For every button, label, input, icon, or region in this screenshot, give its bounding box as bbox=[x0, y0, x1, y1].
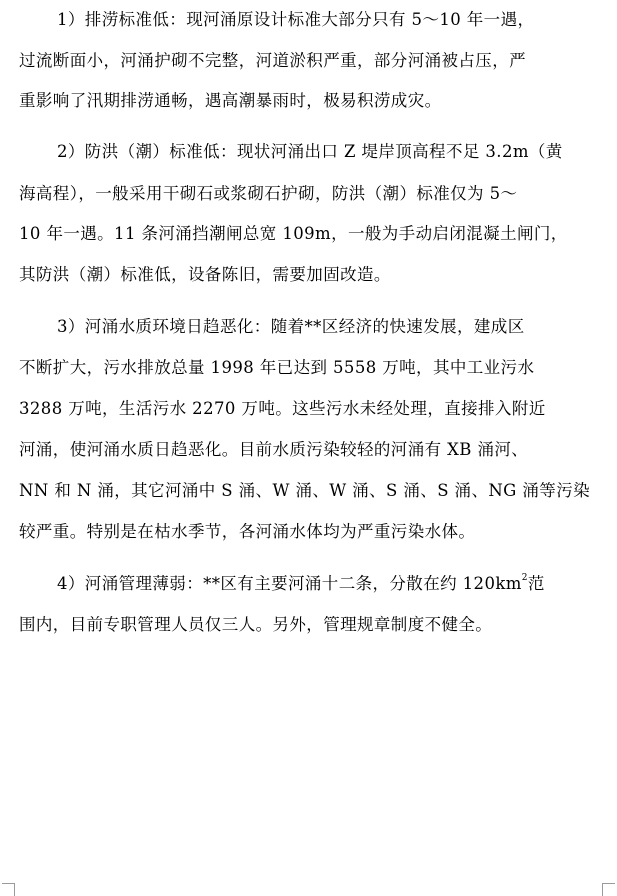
paragraph-line bbox=[57, 574, 545, 594]
paragraph-line: 10 年一遇。11 条河涌挡潮闸总宽 109m，一般为手动启闭混凝土闸门， bbox=[19, 224, 568, 243]
paragraph-line: 2）防洪（潮）标准低：现状河涌出口 Z 堤岸顶高程不足 3.2m（黄 bbox=[57, 142, 563, 161]
page-corner-mark-left bbox=[2, 883, 15, 896]
paragraph-line: 重影响了汛期排涝通畅，遇高潮暴雨时，极易积涝成灾。 bbox=[19, 91, 442, 110]
paragraph-line: 其防洪（潮）标准低，设备陈旧，需要加固改造。 bbox=[19, 265, 391, 284]
paragraph-line: 围内，目前专职管理人员仅三人。另外，管理规章制度不健全。 bbox=[19, 615, 493, 634]
paragraph-line: 1）排涝标准低：现河涌原设计标准大部分只有 5～10 年一遇， bbox=[57, 10, 535, 29]
line-text-before-superscript: 4）河涌管理薄弱：**区有主要河涌十二条，分散在约 120km bbox=[57, 574, 522, 593]
superscript-exponent: 2 bbox=[521, 573, 528, 583]
paragraph-line: NN 和 N 涌，其它河涌中 S 涌、W 涌、W 涌、S 涌、S 涌、NG 涌等污染 bbox=[19, 481, 591, 500]
paragraph-line: 河涌，使河涌水质日趋恶化。目前水质污染较轻的河涌有 XB 涌河、 bbox=[19, 440, 529, 459]
page-corner-mark-right bbox=[602, 883, 615, 896]
paragraph-line: 3288 万吨，生活污水 2270 万吨。这些污水未经处理，直接排入附近 bbox=[19, 399, 546, 418]
paragraph-line: 3）河涌水质环境日趋恶化：随着**区经济的快速发展，建成区 bbox=[57, 317, 525, 336]
line-text-after-superscript: 范 bbox=[527, 574, 545, 593]
paragraph-line: 较严重。特别是在枯水季节，各河涌水体均为严重污染水体。 bbox=[19, 522, 476, 541]
paragraph-line: 不断扩大，污水排放总量 1998 年已达到 5558 万吨，其中工业污水 bbox=[19, 358, 535, 377]
paragraph-line: 过流断面小，河涌护砌不完整，河道淤积严重，部分河涌被占压，严 bbox=[19, 51, 526, 70]
paragraph-line: 海高程），一般采用干砌石或浆砌石护砌，防洪（潮）标准仅为 5～ bbox=[19, 184, 518, 203]
